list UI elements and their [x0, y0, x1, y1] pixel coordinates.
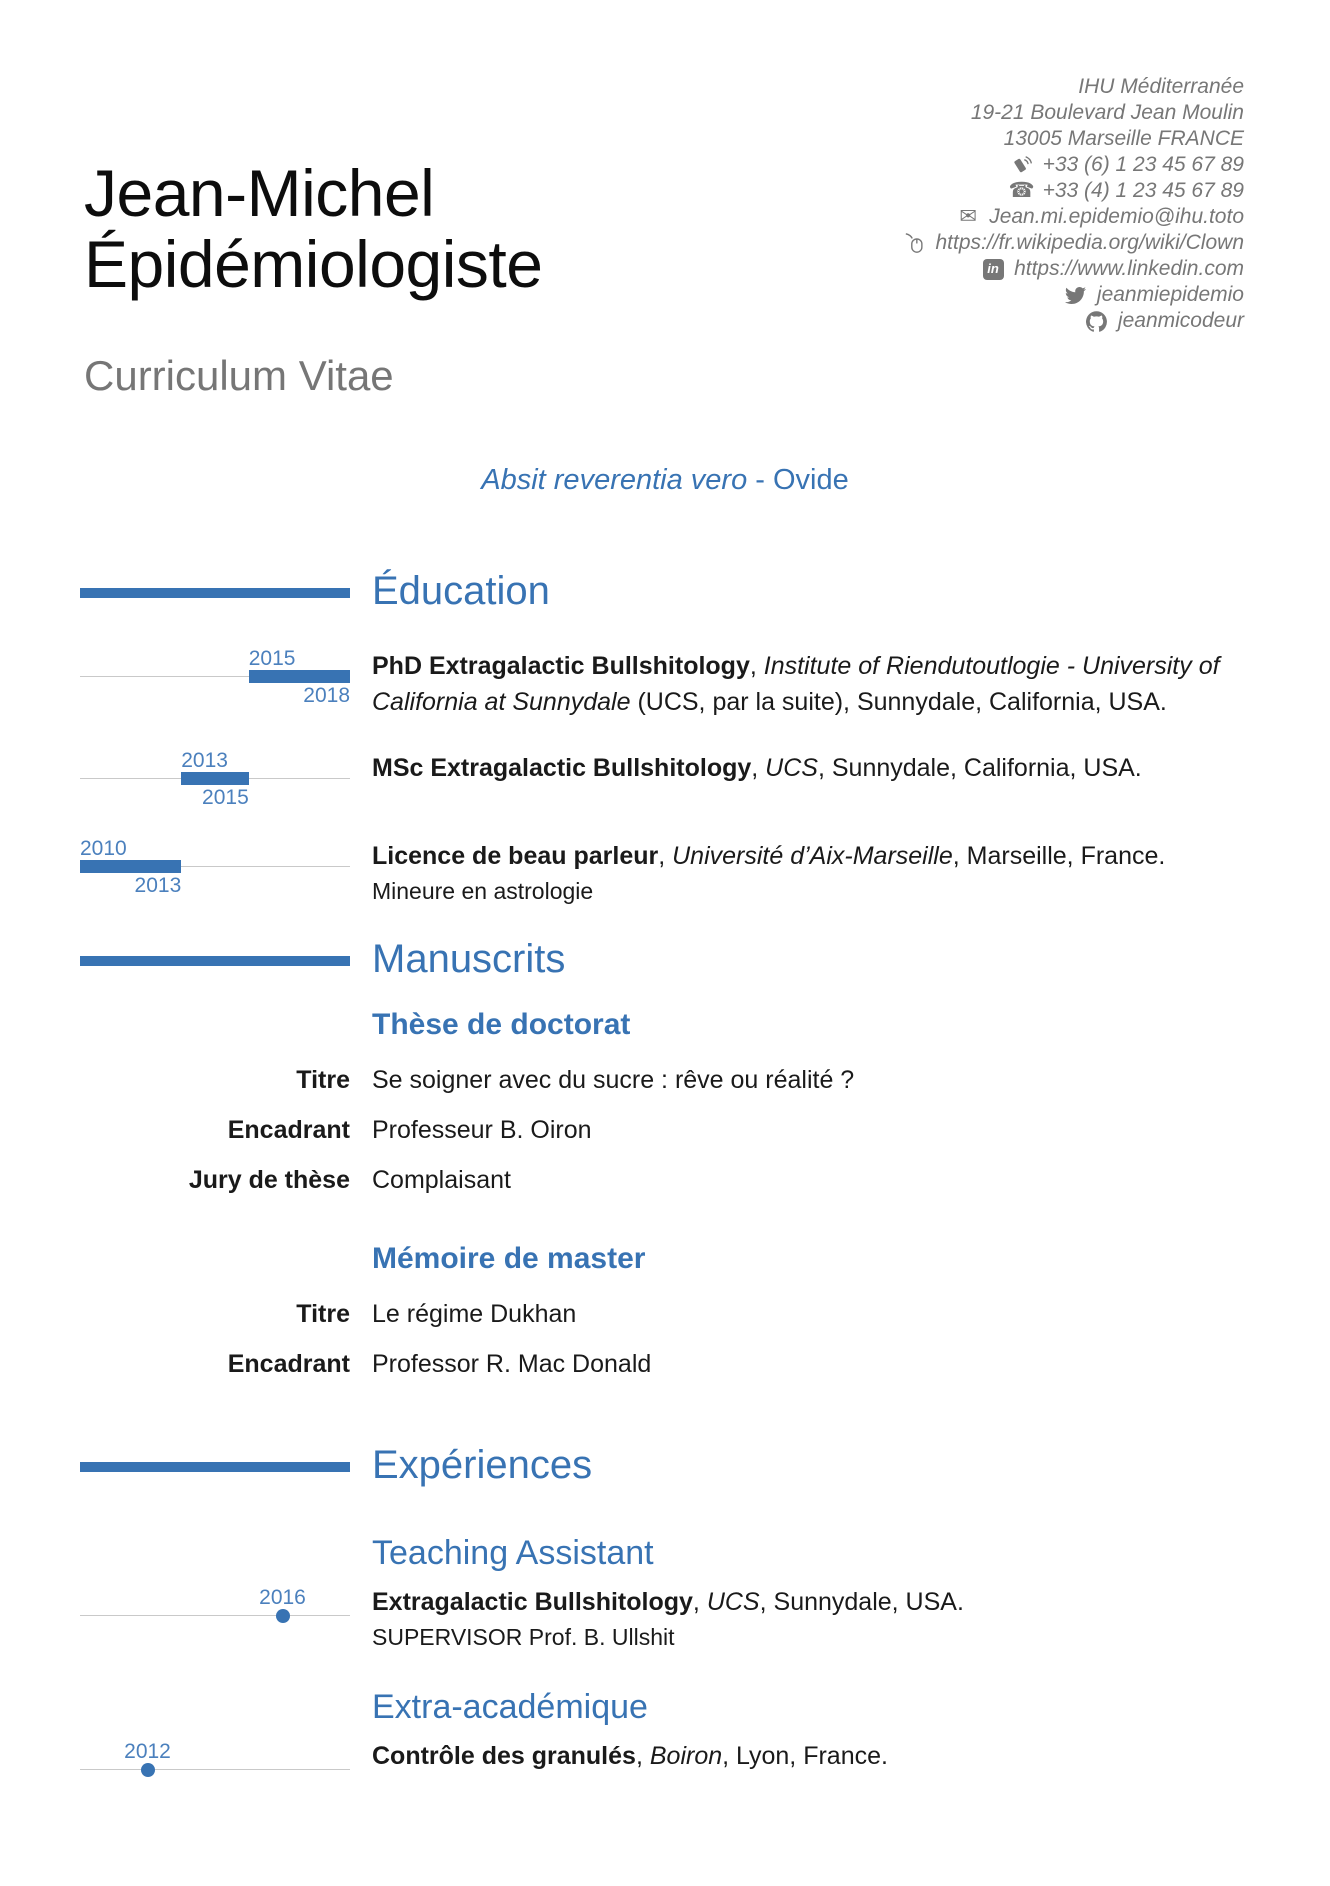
- subsection-title: Teaching Assistant: [372, 1534, 654, 1572]
- twitter-icon: [1064, 283, 1088, 307]
- timeline-year-start: 2010: [80, 837, 127, 860]
- organization: UCS: [706, 1588, 760, 1616]
- section-title-education: Éducation: [372, 569, 550, 613]
- timeline-bar: [80, 860, 181, 873]
- contact-twitter-line[interactable]: [903, 282, 1245, 308]
- section-title-experiences: Expériences: [372, 1443, 593, 1487]
- timeline: [80, 1738, 350, 1790]
- contact-email[interactable]: Jean.mi.epidemio@ihu.toto: [989, 205, 1244, 228]
- timeline-year: 2016: [259, 1586, 306, 1609]
- section-header-manuscripts: [80, 936, 1250, 982]
- timeline: [80, 838, 350, 896]
- contact-phone-line: [903, 178, 1245, 204]
- experience-entry: [80, 1738, 1250, 1790]
- contact-twitter[interactable]: jeanmiepidemio: [1096, 283, 1244, 306]
- phone-icon: ☎: [1008, 179, 1035, 202]
- degree: Licence de beau parleur: [372, 842, 659, 870]
- timeline-year-end: 2018: [303, 684, 350, 707]
- timeline: [80, 648, 350, 706]
- education-entry: [80, 838, 1250, 906]
- entry-detail: , Sunnydale, USA.: [759, 1588, 964, 1616]
- row-value: Complaisant: [372, 1166, 511, 1194]
- quote-attribution: - Ovide: [747, 464, 849, 496]
- entry-detail: , Sunnydale, California, USA.: [817, 754, 1142, 782]
- position: Contrôle des granulés: [372, 1742, 636, 1770]
- timeline-bar: [181, 772, 249, 785]
- contact-homepage-line[interactable]: [903, 230, 1245, 256]
- education-entries: [80, 648, 1250, 906]
- row-value: Professeur B. Oiron: [372, 1116, 592, 1144]
- manuscript-row: [80, 1108, 1250, 1152]
- entry-detail: , Lyon, France.: [722, 1742, 888, 1770]
- timeline-year: 2012: [124, 1740, 171, 1763]
- manuscript-row: [80, 1292, 1250, 1336]
- contact-address-line: [903, 126, 1245, 152]
- section-header-education: [80, 568, 1250, 614]
- row-label: Jury de thèse: [188, 1166, 350, 1194]
- subsection-these: [80, 1006, 1250, 1044]
- institution: Université d’Aix-Marseille: [672, 842, 953, 870]
- name-block: [84, 158, 542, 300]
- entry-text: Contrôle des granulés, Boiron, Lyon, France.: [372, 1742, 888, 1770]
- section-rule: [80, 1462, 350, 1472]
- contact-email-line[interactable]: [903, 204, 1245, 230]
- section-rule: [80, 956, 350, 966]
- institution: UCS: [765, 754, 818, 782]
- education-entry: [80, 750, 1250, 808]
- subsection-extra-academique: [80, 1686, 1250, 1728]
- timeline-line: [80, 1615, 350, 1616]
- contact-block: [903, 74, 1245, 334]
- address-line-3: 13005 Marseille FRANCE: [1003, 127, 1244, 150]
- supervisor-note: SUPERVISOR Prof. B. Ullshit: [372, 1624, 675, 1650]
- contact-address-line: [903, 74, 1245, 100]
- quote: [0, 464, 1330, 497]
- entry-text: MSc Extragalactic Bullshitology, UCS, Sunnydale, California, USA.: [372, 754, 1142, 782]
- contact-mobile: +33 (6) 1 23 45 67 89: [1042, 153, 1244, 176]
- degree: PhD Extragalactic Bullshitology: [372, 652, 750, 680]
- section-title-manuscripts: Manuscrits: [372, 937, 566, 981]
- manuscript-row: [80, 1342, 1250, 1386]
- subsection-title: Extra-académique: [372, 1688, 648, 1726]
- timeline-year-end: 2015: [202, 786, 249, 809]
- linkedin-icon: in: [981, 257, 1005, 281]
- experience-entry: [80, 1584, 1250, 1652]
- section-header-experiences: [80, 1442, 1250, 1488]
- timeline-line: [80, 1769, 350, 1770]
- institution: Institute of Riendutoutlogie - University of California at Sunnydale: [372, 652, 1227, 716]
- timeline: [80, 750, 350, 808]
- education-entry: [80, 648, 1250, 720]
- timeline-year-end: 2013: [134, 874, 182, 897]
- contact-mobile-line: [903, 152, 1245, 178]
- tagline: Curriculum Vitae: [84, 352, 394, 399]
- github-icon: [1085, 309, 1109, 333]
- row-value: Professor R. Mac Donald: [372, 1350, 652, 1378]
- mobile-icon: [1010, 153, 1034, 177]
- timeline-bar: [249, 670, 350, 683]
- subsection-memoire: [80, 1240, 1250, 1278]
- entry-text: Licence de beau parleur, Université d’Aix-Marseille, Marseille, France.: [372, 842, 1166, 870]
- contact-linkedin[interactable]: https://www.linkedin.com: [1014, 257, 1244, 280]
- subsection-teaching-assistant: [80, 1532, 1250, 1574]
- entry-note: Mineure en astrologie: [372, 878, 594, 904]
- contact-linkedin-line[interactable]: [903, 256, 1245, 282]
- entry-detail: , Marseille, France.: [952, 842, 1166, 870]
- row-value: Le régime Dukhan: [372, 1300, 577, 1328]
- subsection-title: Mémoire de master: [372, 1242, 646, 1275]
- subsection-title: Thèse de doctorat: [372, 1008, 631, 1041]
- timeline-dot: [141, 1763, 155, 1777]
- name-line1: Jean-Michel: [84, 156, 435, 230]
- row-label: Titre: [296, 1066, 350, 1094]
- contact-address-line: [903, 100, 1245, 126]
- organization: Boiron: [649, 1742, 723, 1770]
- homepage-icon: [903, 231, 927, 255]
- address-line-2: 19-21 Boulevard Jean Moulin: [970, 101, 1244, 124]
- timeline-year-start: 2013: [181, 749, 228, 772]
- manuscript-row: [80, 1058, 1250, 1102]
- row-label: Titre: [296, 1300, 350, 1328]
- timeline: [80, 1584, 350, 1636]
- position: Extragalactic Bullshitology: [372, 1588, 693, 1616]
- contact-github-line[interactable]: [903, 308, 1245, 334]
- cv-body: [80, 552, 1250, 1790]
- entry-text: PhD Extragalactic Bullshitology, Institute of Riendutoutlogie - University of California at Sunnydale (UCS, par la suite), Sunnydale, California, USA.: [372, 652, 1227, 716]
- contact-github[interactable]: jeanmicodeur: [1117, 309, 1244, 332]
- contact-homepage[interactable]: https://fr.wikipedia.org/wiki/Clown: [935, 231, 1244, 254]
- manuscript-row: [80, 1158, 1250, 1202]
- timeline-dot: [276, 1609, 290, 1623]
- timeline-year-start: 2015: [248, 647, 296, 670]
- entry-detail: (UCS, par la suite), Sunnydale, California, USA.: [630, 688, 1167, 716]
- row-label: Encadrant: [227, 1350, 350, 1378]
- entry-text: Extragalactic Bullshitology, UCS, Sunnydale, USA.: [372, 1588, 964, 1616]
- contact-phone: +33 (4) 1 23 45 67 89: [1042, 179, 1244, 202]
- name-line2: Épidémiologiste: [84, 227, 543, 301]
- degree: MSc Extragalactic Bullshitology: [372, 754, 752, 782]
- address-line-1: IHU Méditerranée: [1078, 75, 1244, 98]
- section-rule: [80, 588, 350, 598]
- email-icon: ✉: [959, 205, 977, 228]
- row-value: Se soigner avec du sucre : rêve ou réalité ?: [372, 1066, 855, 1094]
- quote-text: Absit reverentia vero: [481, 464, 748, 496]
- row-label: Encadrant: [227, 1116, 350, 1144]
